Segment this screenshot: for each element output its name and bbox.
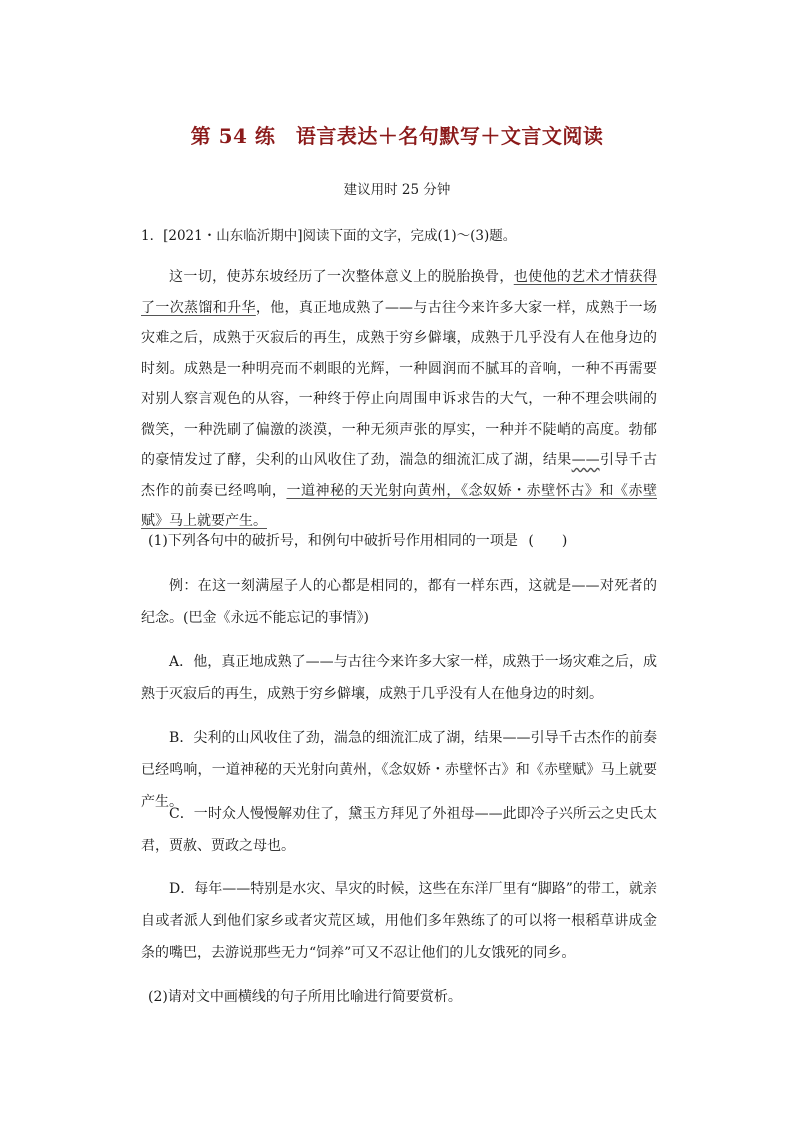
underlined-sentence-2: 一道神秘的天光射向黄州，《念奴娇・赤壁怀古》和《赤壁赋》马上就要产生。 <box>141 482 658 529</box>
sub-question-1 <box>148 525 664 557</box>
sub-question-2: (2)请对文中画横线的句子所用比喻进行简要赏析。 <box>148 989 462 1005</box>
passage-text: 引导千古杰作的前奏已经鸣响， <box>141 452 658 499</box>
option-c: C．一时众人慢慢解劝住了，黛玉方拜见了外祖母——此即冷子兴所云之史氏太君，贾赦、贾政之母也。 <box>141 806 657 854</box>
question-1-heading: 1．[2021・山东临沂期中]阅读下面的文字，完成(1)～(3)题。 <box>141 228 517 244</box>
passage-text: ，他，真正地成熟了——与古往今来许多大家一样，成熟于一场灾难之后，成熟于灭寂后的再生，成熟于穷乡僻壤，成熟于几乎没有人在他身边的时刻。成熟是一种明亮而不刺眼的光辉，一种圆润而不腻耳的音响，一种不再需要对别人察言观色的从容，一种终于停止向周围申诉求告的大气，一种不理会哄闹的微笑，一种洗刷了偏激的淡漠，一种无须声张的厚实，一种并不陡峭的高度。勃郁的豪情发过了酵，尖利的山风收住了劲，湍急的细流汇成了湖，结果 <box>141 299 658 468</box>
option-d: D．每年——特别是水灾、旱灾的时候，这些在东洋厂里有“脚路”的带工，就亲自或者派人到他们家乡或者灾荒区域，用他们多年熟练了的可以将一根稻草讲成金条的嘴巴，去游说那些无力“饲养”可又不忍让他们的儿女饿死的同乡。 <box>141 881 657 961</box>
reading-passage <box>141 262 657 537</box>
option-a: A．他，真正地成熟了——与古往今来许多大家一样，成熟于一场灾难之后，成熟于灭寂后的再生，成熟于穷乡僻壤，成熟于几乎没有人在他身边的时刻。 <box>141 654 657 702</box>
page-title: 第 54 练 语言表达＋名句默写＋文言文阅读 <box>190 124 604 148</box>
answer-paren: ( ) <box>528 533 568 549</box>
underlined-sentence-1: 也使他的艺术才情获得了一次蒸馏和升华 <box>141 269 658 316</box>
option-b: B．尖利的山风收住了劲，湍急的细流汇成了湖，结果——引导千古杰作的前奏已经鸣响，一道神秘的天光射向黄州，《念奴娇・赤壁怀古》和《赤壁赋》马上就要产生。 <box>141 730 657 810</box>
wavy-underlined-dash: —— <box>571 452 600 468</box>
suggested-time: 建议用时 25 分钟 <box>343 182 451 198</box>
example-sentence: 例：在这一刻满屋子人的心都是相同的，都有一样东西，这就是——对死者的纪念。(巴金《永远不能忘记的事情》) <box>141 578 657 626</box>
sub-question-1-prompt: (1)下列各句中的破折号，和例句中破折号作用相同的一项是 <box>148 533 518 549</box>
passage-text: 这一切，使苏东坡经历了一次整体意义上的脱胎换骨， <box>169 269 514 285</box>
